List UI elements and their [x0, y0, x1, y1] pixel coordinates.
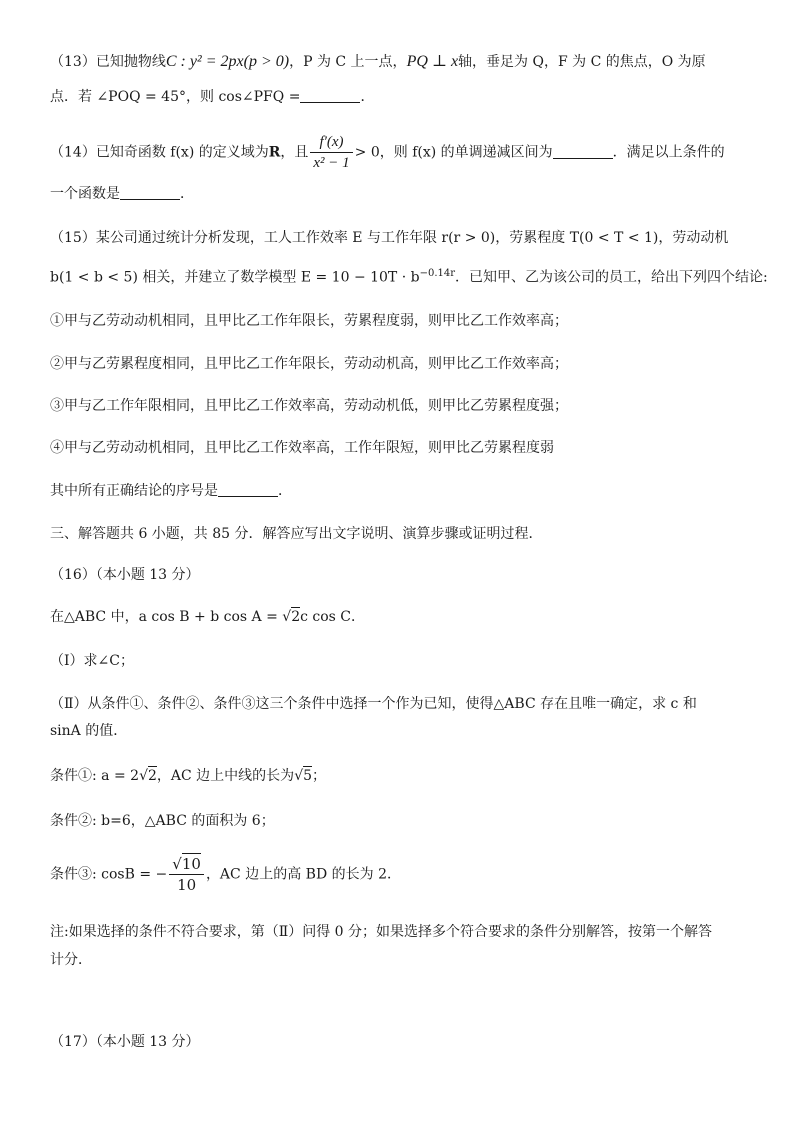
q15-line2 — [50, 265, 768, 287]
q14-domain-symbol: R — [268, 144, 281, 161]
q16-note-line2: 计分． — [50, 952, 92, 968]
q13-number: （13） — [50, 54, 96, 70]
q15-exponent: −0.14r — [419, 268, 456, 279]
q15-answer-blank[interactable] — [218, 482, 278, 497]
q16-cond3-denominator: 10 — [177, 876, 197, 894]
q14-text: 已知奇函数 f(x) 的定义域为 — [95, 144, 269, 161]
q16-header: （16）（本小题 13 分） — [50, 567, 200, 583]
q13-text: 点．若 ∠POQ = 45°，则 cos∠PFQ = — [50, 89, 301, 105]
q16-part2-line1: （Ⅱ）从条件①、条件②、条件③这三个条件中选择一个作为已知，使得△ABC 存在且唯一确定，求 c 和 — [50, 696, 697, 712]
q15-option-2: ②甲与乙劳累程度相同，且甲比乙工作年限长，劳动动机高，则甲比乙工作效率高； — [50, 356, 568, 372]
q16-cond3-sqrt: 10 — [181, 855, 201, 873]
q15-option-4: ④甲与乙劳动动机相同，且甲比乙工作效率高，工作年限短，则甲比乙劳累程度弱 — [50, 440, 554, 456]
q16-part1: （Ⅰ）求∠C； — [50, 653, 134, 669]
q13-text: 轴，垂足为 Q，F 为 C 的焦点，O 为原 — [458, 54, 706, 70]
q15-text: ．已知甲、乙为该公司的员工，给出下列四个结论: — [455, 269, 768, 286]
q16-cond3-text: 条件③: cosB = − — [50, 866, 168, 883]
section3-heading: 三、解答题共 6 小题，共 85 分．解答应写出文字说明、演算步骤或证明过程． — [50, 526, 543, 542]
q13-period: ． — [360, 89, 375, 105]
q15-text: b(1 < b < 5) 相关，并建立了数学模型 E = 10 − 10T · b — [50, 269, 420, 286]
q16-cond1-sqrt: 2 — [147, 768, 157, 784]
q14-text: 一个函数是 — [50, 186, 120, 202]
q14-fraction-numerator: f′(x) — [310, 133, 352, 153]
q16-cond1-text: 条件①: a = 2 — [50, 768, 140, 784]
q16-note-line1: 注:如果选择的条件不符合要求，第（Ⅱ）问得 0 分；如果选择多个符合要求的条件分别解答，按第一个解答 — [50, 924, 713, 940]
q14-fraction — [310, 133, 352, 172]
q15-number: （15） — [50, 230, 96, 246]
q14-text: > 0，则 f(x) 的单调递减区间为 — [354, 144, 553, 161]
q13-perp-eq: PQ ⊥ x — [406, 53, 459, 70]
q13-answer-blank[interactable] — [300, 88, 360, 103]
q16-condition-3 — [50, 855, 401, 894]
q14-interval-blank[interactable] — [553, 144, 613, 159]
q16-cond1-text: ； — [312, 768, 327, 784]
q16-intro-sqrt: 2 — [291, 609, 301, 625]
q16-cond3-text: ，AC 边上的高 BD 的长为 2． — [205, 866, 401, 883]
q15-answer-line — [50, 482, 292, 500]
q14-period: ． — [180, 186, 194, 202]
q14-function-blank[interactable] — [120, 185, 180, 200]
q14-line1 — [50, 133, 725, 172]
q14-number: （14） — [50, 144, 96, 161]
q17-header: （17）（本小题 13 分） — [50, 1034, 200, 1050]
q13-parabola-eq: C : y² = 2px(p > 0) — [165, 53, 290, 70]
q16-intro-text: 在△ABC 中，a cos B + b cos A = — [50, 609, 283, 625]
q15-text: 其中所有正确结论的序号是 — [50, 483, 218, 499]
q16-part2-line2: sinA 的值． — [50, 723, 128, 739]
q16-cond1-sqrt: 5 — [303, 768, 313, 784]
q15-line1 — [50, 229, 728, 247]
q16-condition-2: 条件②: b=6，△ABC 的面积为 6； — [50, 813, 275, 829]
q16-intro-text: c cos C． — [300, 609, 366, 625]
q13-line2 — [50, 88, 374, 106]
q16-intro: 在△ABC 中，a cos B + b cos A = √2c cos C． — [50, 609, 366, 625]
q13-text: ，P 为 C 上一点， — [289, 54, 407, 70]
q14-line2 — [50, 185, 194, 203]
q14-fraction-denominator: x² − 1 — [313, 155, 350, 171]
q16-cond3-fraction — [169, 855, 204, 894]
q15-period: ． — [278, 483, 292, 499]
q15-text: 某公司通过统计分析发现，工人工作效率 E 与工作年限 r(r > 0)，劳累程度 T(0 < T < 1)，劳动动机 — [95, 230, 729, 246]
q13-line1 — [50, 53, 706, 71]
q16-cond3-numerator: √10 — [169, 855, 204, 875]
q13-text: 已知抛物线 — [95, 54, 166, 70]
q14-text: ．满足以上条件的 — [612, 144, 725, 161]
q16-condition-1: 条件①: a = 2√2，AC 边上中线的长为√5； — [50, 768, 327, 784]
q15-option-1: ①甲与乙劳动动机相同，且甲比乙工作年限长，劳累程度弱，则甲比乙工作效率高； — [50, 313, 568, 329]
q15-option-3: ③甲与乙工作年限相同，且甲比乙工作效率高，劳动动机低，则甲比乙劳累程度强； — [50, 398, 568, 414]
q16-cond1-text: ，AC 边上中线的长为 — [156, 768, 295, 784]
q14-text: ，且 — [280, 144, 309, 161]
